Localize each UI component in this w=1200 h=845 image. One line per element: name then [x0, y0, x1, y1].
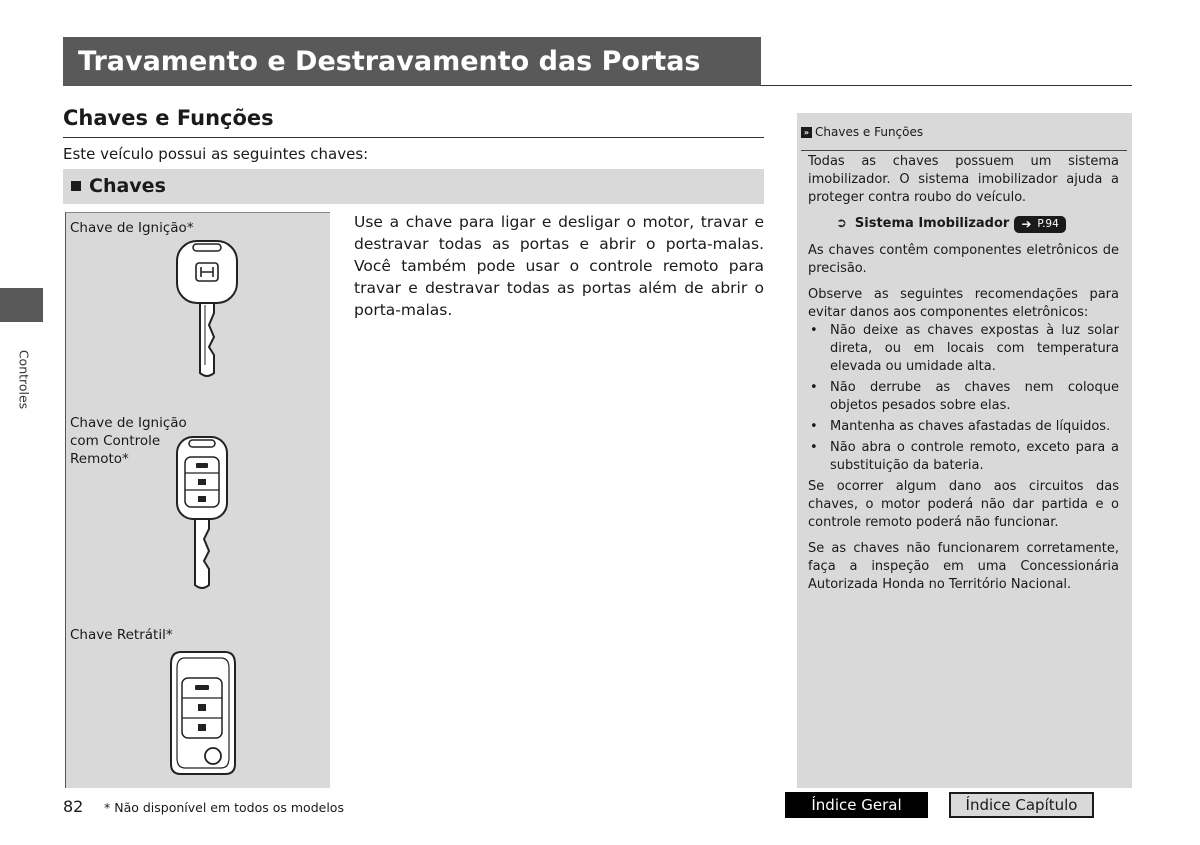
notes-paragraph: Observe as seguintes recomendações para evitar danos aos componentes eletrônicos:	[808, 287, 1119, 320]
list-item: • Não derrube as chaves nem coloque objetos pesados sobre elas.	[808, 379, 1119, 415]
list-item: • Não deixe as chaves expostas à luz solar direta, ou em locais com temperatura elevada ou umidade alta.	[808, 322, 1119, 376]
key-label-retractable	[70, 626, 173, 644]
list-item: • Mantenha as chaves afastadas de líquidos.	[808, 418, 1119, 436]
page-reference-pill[interactable]	[1014, 216, 1065, 233]
arrow-right-icon: ➲	[836, 216, 847, 231]
keys-description: Use a chave para ligar e desligar o motor, travar e destravar todas as portas e abrir o porta-malas. Você também pode usar o controle remoto para travar e destravar todas as portas além de abrir o porta-malas.	[354, 213, 764, 319]
ignition-key-icon	[174, 239, 240, 379]
lock-icon	[198, 479, 206, 485]
notes-paragraph: Se as chaves não funcionarem corretamente, faça a inspeção em uma Concessionária Autorizada Honda no Território Nacional.	[808, 541, 1119, 592]
chapter-index-button[interactable]: Índice Capítulo	[949, 792, 1094, 818]
subheading-bar	[63, 169, 764, 204]
notes-heading-text: Chaves e Funções	[815, 125, 924, 139]
chapter-side-tab[interactable]	[0, 288, 43, 322]
key-label-line: Chave de Ignição*	[70, 220, 194, 236]
notes-body	[808, 153, 1119, 594]
page-reference: P.94	[1037, 218, 1059, 230]
notes-bullet-list	[808, 322, 1119, 475]
notes-paragraph: Se ocorrer algum dano aos circuitos das chaves, o motor poderá não dar partida e o controle remoto poderá não funcionar.	[808, 479, 1119, 530]
notes-paragraph: As chaves contêm componentes eletrônicos de precisão.	[808, 243, 1119, 276]
square-bullet-icon	[71, 181, 81, 191]
key-label-ignition	[70, 219, 194, 237]
section-intro: Este veículo possui as seguintes chaves:	[63, 145, 369, 163]
key-label-remote	[70, 414, 187, 468]
unlock-icon	[198, 496, 206, 502]
trunk-icon	[196, 463, 208, 468]
notes-rule	[801, 150, 1127, 151]
immobilizer-reference-link[interactable]	[836, 215, 1119, 233]
notes-heading	[801, 125, 923, 139]
keys-panel	[65, 212, 330, 788]
key-label-line: com Controle	[70, 433, 161, 449]
reference-label: Sistema Imobilizador	[854, 216, 1010, 231]
subheading-label: Chaves	[89, 175, 166, 197]
key-label-line: Chave de Ignição	[70, 415, 187, 431]
remote-key-icon	[174, 435, 230, 591]
title-rule	[761, 85, 1132, 86]
list-item: • Não abra o controle remoto, exceto para a substituição da bateria.	[808, 439, 1119, 475]
notes-panel	[797, 113, 1132, 788]
general-index-button[interactable]: Índice Geral	[785, 792, 928, 818]
key-label-line: Chave Retrátil*	[70, 627, 173, 643]
key-label-line: Remoto*	[70, 451, 129, 467]
notes-paragraph: Todas as chaves possuem um sistema imobilizador. O sistema imobilizador ajuda a proteger contra roubo do veículo.	[808, 154, 1119, 205]
page-title: Travamento e Destravamento das Portas	[63, 37, 761, 86]
section-title: Chaves e Funções	[63, 106, 274, 130]
page-number: 82	[63, 797, 84, 816]
section-rule	[63, 137, 764, 138]
arrow-right-icon: ➔	[1021, 217, 1032, 231]
double-chevron-icon: »	[801, 127, 812, 138]
retractable-key-icon	[167, 648, 239, 778]
footnote: * Não disponível em todos os modelos	[104, 800, 344, 815]
